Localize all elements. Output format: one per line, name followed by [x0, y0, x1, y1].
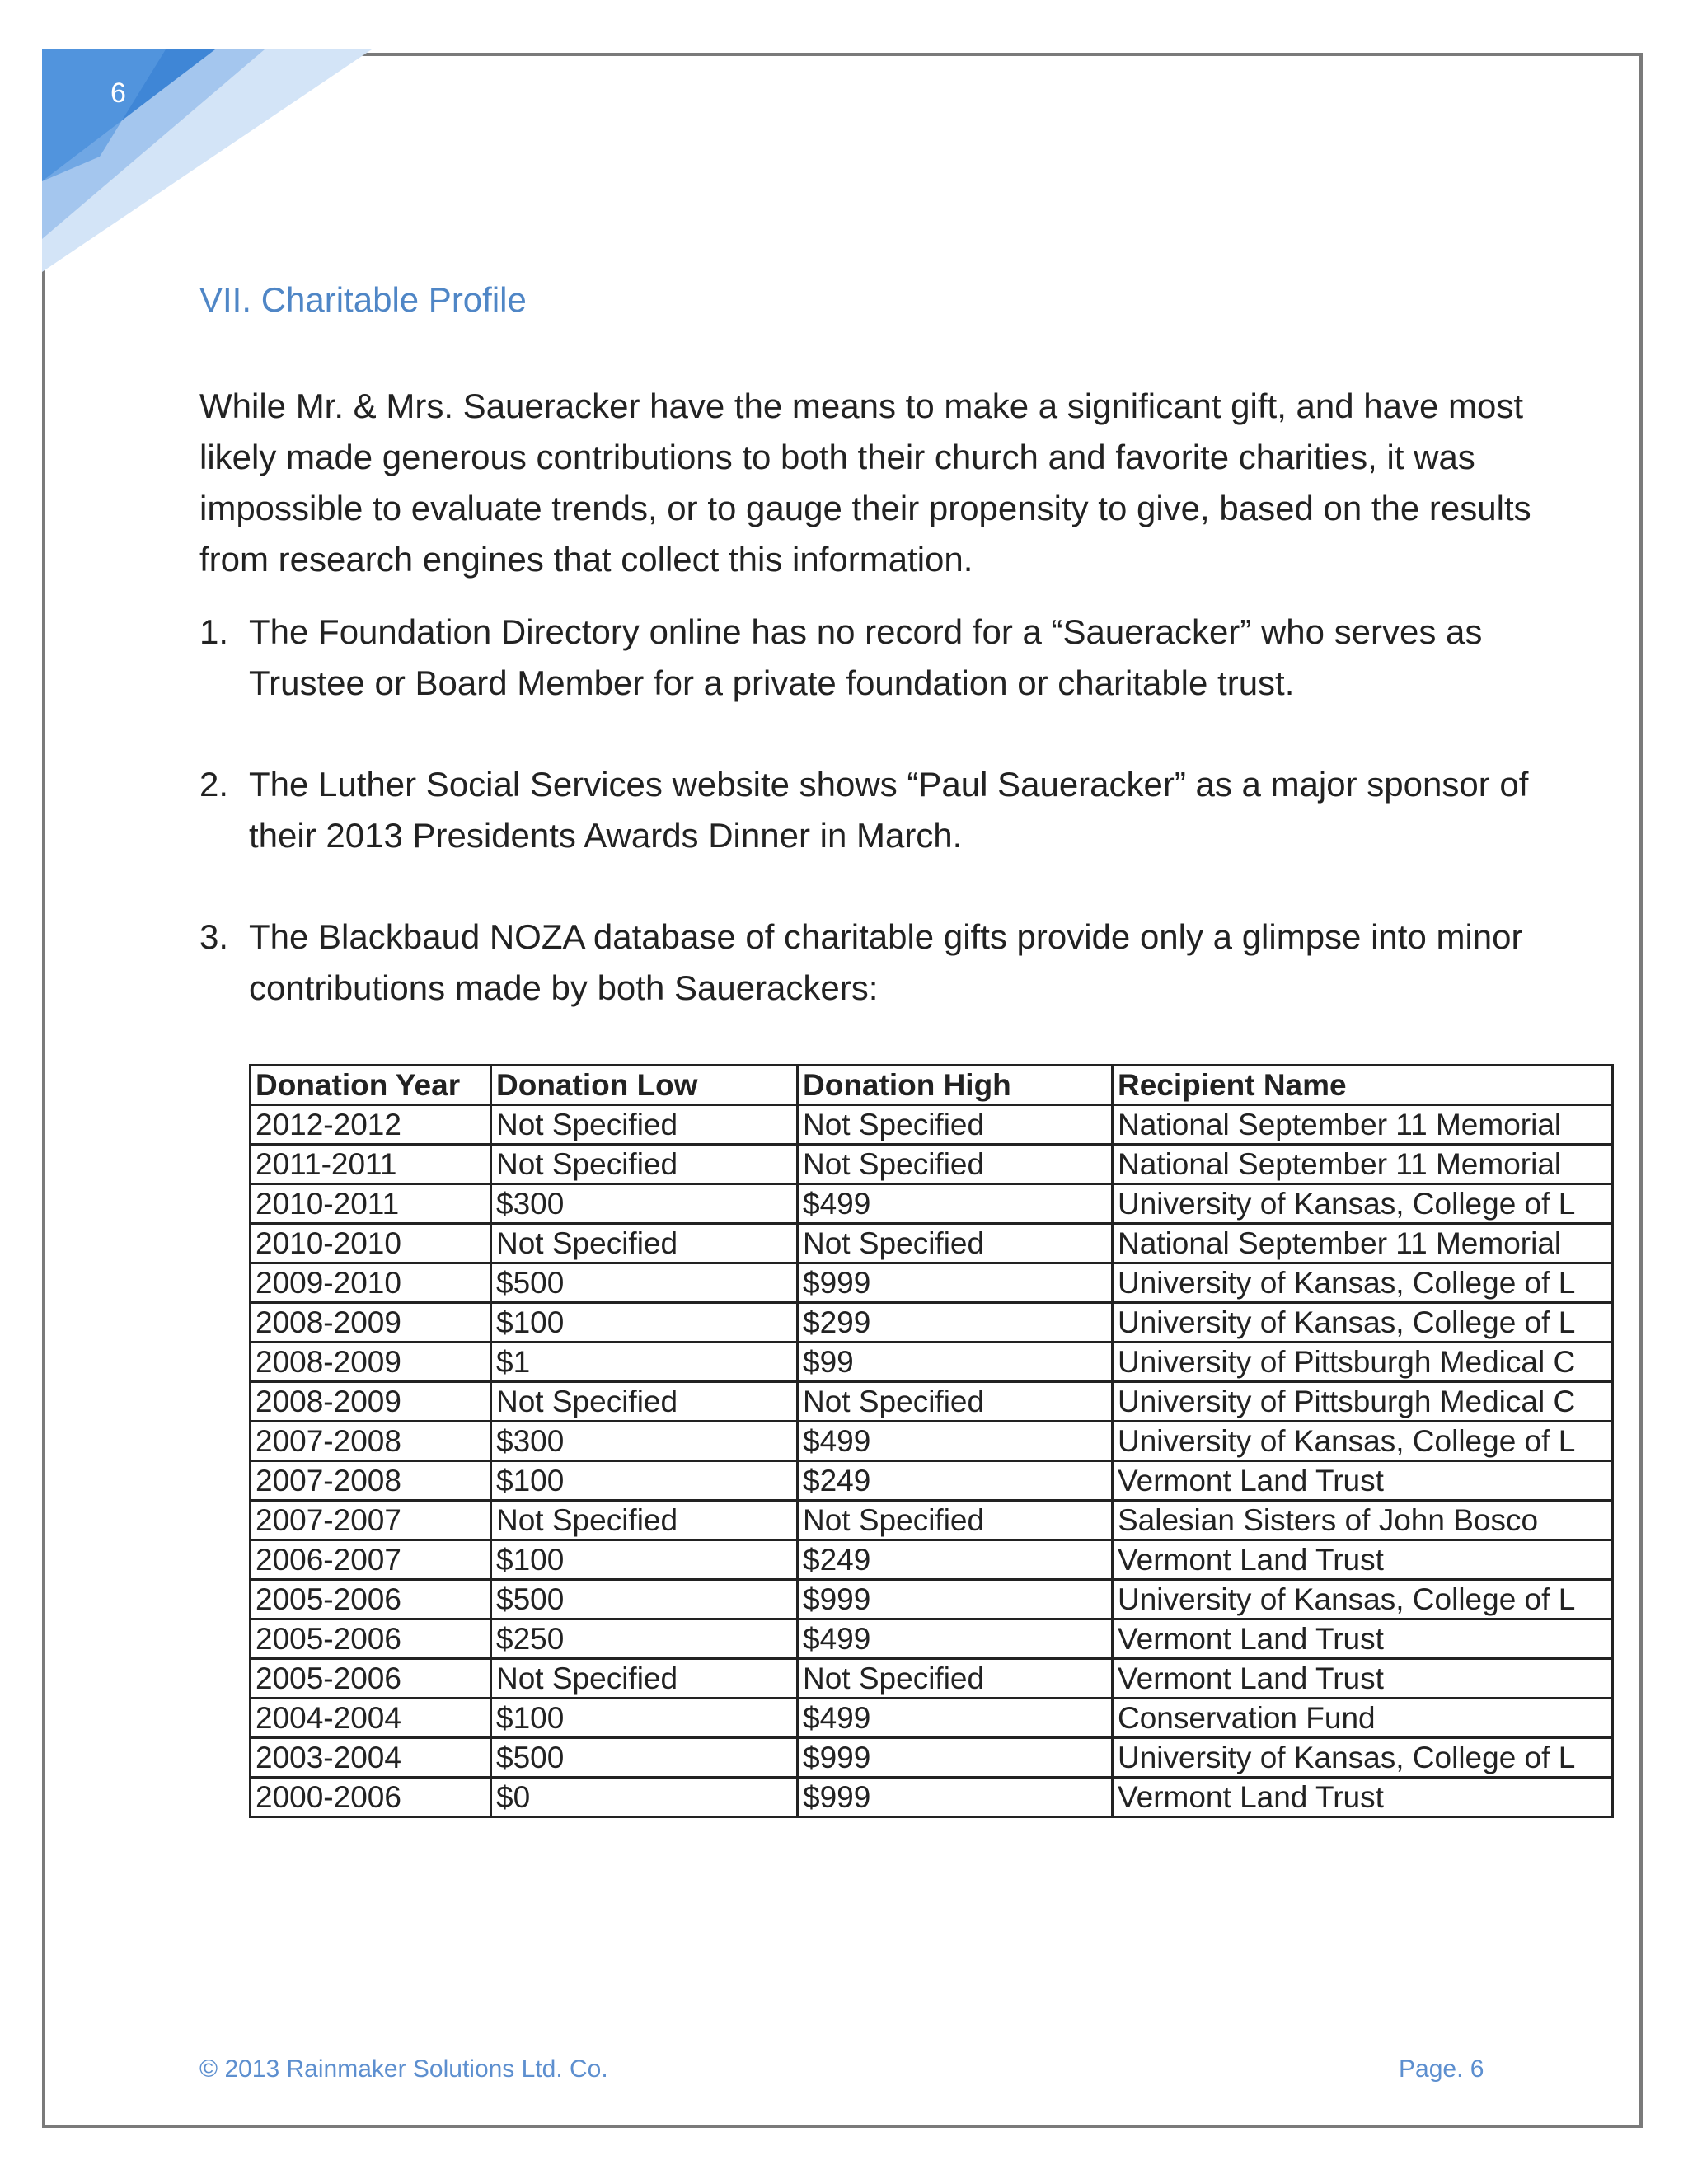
cell-recipient-name: University of Pittsburgh Medical C	[1113, 1343, 1613, 1382]
cell-donation-high: Not Specified	[798, 1382, 1113, 1422]
cell-recipient-name: University of Kansas, College of L	[1113, 1184, 1613, 1224]
cell-donation-low: $500	[491, 1580, 798, 1619]
cell-donation-year: 2008-2009	[251, 1303, 491, 1343]
table-row	[251, 1619, 1613, 1659]
table-row	[251, 1303, 1613, 1343]
cell-donation-low: Not Specified	[491, 1382, 798, 1422]
cell-donation-year: 2010-2010	[251, 1224, 491, 1263]
list-item-number: 2.	[199, 765, 229, 804]
cell-donation-high: $999	[798, 1738, 1113, 1778]
cell-donation-high: $499	[798, 1422, 1113, 1461]
cell-donation-year: 2010-2011	[251, 1184, 491, 1224]
cell-donation-high: $249	[798, 1461, 1113, 1501]
cell-donation-year: 2000-2006	[251, 1778, 491, 1817]
cell-donation-low: $100	[491, 1303, 798, 1343]
cell-donation-low: Not Specified	[491, 1224, 798, 1263]
table-header-row	[251, 1066, 1613, 1105]
cell-donation-year: 2006-2007	[251, 1540, 491, 1580]
cell-donation-low: Not Specified	[491, 1145, 798, 1184]
intro-paragraph: While Mr. & Mrs. Saueracker have the means to make a significant gift, and have most likely made generous contributions to both their church and favorite charities, it was impossible to evaluate trends, or to gauge their propensity to give, based on the results from research engines that collect this information.	[199, 387, 1531, 579]
cell-recipient-name: Vermont Land Trust	[1113, 1461, 1613, 1501]
table-row	[251, 1184, 1613, 1224]
list-item-number: 1.	[199, 612, 229, 651]
cell-recipient-name: National September 11 Memorial	[1113, 1224, 1613, 1263]
list-item-number: 3.	[199, 917, 229, 956]
table-row	[251, 1699, 1613, 1738]
cell-donation-high: $249	[798, 1540, 1113, 1580]
cell-donation-year: 2009-2010	[251, 1263, 491, 1303]
cell-donation-low: $1	[491, 1343, 798, 1382]
cell-donation-year: 2005-2006	[251, 1619, 491, 1659]
section-title: VII. Charitable Profile	[199, 280, 527, 319]
cell-donation-high: Not Specified	[798, 1105, 1113, 1145]
cell-donation-high: Not Specified	[798, 1224, 1113, 1263]
cell-donation-low: Not Specified	[491, 1105, 798, 1145]
cell-recipient-name: University of Kansas, College of L	[1113, 1303, 1613, 1343]
table-row	[251, 1659, 1613, 1699]
cell-donation-low: $250	[491, 1619, 798, 1659]
cell-donation-year: 2004-2004	[251, 1699, 491, 1738]
cell-recipient-name: Salesian Sisters of John Bosco	[1113, 1501, 1613, 1540]
cell-donation-high: $999	[798, 1263, 1113, 1303]
table-row	[251, 1263, 1613, 1303]
cell-donation-year: 2008-2009	[251, 1382, 491, 1422]
list-item-text: The Luther Social Services website shows “Paul Saueracker” as a major sponsor of their 2013 Presidents Awards Dinner in March.	[249, 765, 1529, 855]
cell-donation-low: $500	[491, 1738, 798, 1778]
cell-donation-high: Not Specified	[798, 1659, 1113, 1699]
table-row	[251, 1382, 1613, 1422]
cell-donation-low: $100	[491, 1461, 798, 1501]
table-row	[251, 1343, 1613, 1382]
table-row	[251, 1501, 1613, 1540]
cell-donation-high: $499	[798, 1619, 1113, 1659]
table-row	[251, 1580, 1613, 1619]
list-item	[199, 912, 1535, 1014]
cell-donation-year: 2007-2008	[251, 1461, 491, 1501]
list-item	[199, 607, 1535, 709]
table-row	[251, 1105, 1613, 1145]
cell-donation-year: 2003-2004	[251, 1738, 491, 1778]
cell-donation-low: $300	[491, 1184, 798, 1224]
cell-donation-high: $99	[798, 1343, 1113, 1382]
cell-recipient-name: Conservation Fund	[1113, 1699, 1613, 1738]
cell-donation-high: $999	[798, 1778, 1113, 1817]
cell-donation-high: $299	[798, 1303, 1113, 1343]
cell-recipient-name: National September 11 Memorial	[1113, 1105, 1613, 1145]
header-donation-low: Donation Low	[491, 1066, 798, 1105]
cell-recipient-name: University of Kansas, College of L	[1113, 1738, 1613, 1778]
table-row	[251, 1145, 1613, 1184]
list-item-text: The Foundation Directory online has no record for a “Saueracker” who serves as Trustee or Board Member for a private foundation or charitable trust.	[249, 612, 1483, 702]
cell-donation-year: 2012-2012	[251, 1105, 491, 1145]
cell-donation-low: $100	[491, 1699, 798, 1738]
page-number-top: 6	[110, 77, 126, 109]
cell-donation-high: $499	[798, 1699, 1113, 1738]
cell-recipient-name: University of Pittsburgh Medical C	[1113, 1382, 1613, 1422]
cell-recipient-name: Vermont Land Trust	[1113, 1659, 1613, 1699]
cell-recipient-name: Vermont Land Trust	[1113, 1540, 1613, 1580]
footer-page-label: Page. 6	[1399, 2055, 1484, 2083]
header-donation-year: Donation Year	[251, 1066, 491, 1105]
list-item-text: The Blackbaud NOZA database of charitable gifts provide only a glimpse into minor contributions made by both Saueracker​s:	[249, 917, 1523, 1007]
cell-donation-high: $999	[798, 1580, 1113, 1619]
header-recipient-name: Recipient Name	[1113, 1066, 1613, 1105]
table-row	[251, 1224, 1613, 1263]
cell-donation-year: 2007-2007	[251, 1501, 491, 1540]
cell-donation-year: 2005-2006	[251, 1580, 491, 1619]
cell-donation-year: 2007-2008	[251, 1422, 491, 1461]
cell-recipient-name: National September 11 Memorial	[1113, 1145, 1613, 1184]
cell-donation-low: $300	[491, 1422, 798, 1461]
cell-donation-year: 2008-2009	[251, 1343, 491, 1382]
table-row	[251, 1540, 1613, 1580]
cell-donation-year: 2005-2006	[251, 1659, 491, 1699]
table-row	[251, 1461, 1613, 1501]
cell-recipient-name: Vermont Land Trust	[1113, 1778, 1613, 1817]
cell-recipient-name: University of Kansas, College of L	[1113, 1422, 1613, 1461]
donations-table	[249, 1064, 1614, 1818]
table-body	[251, 1105, 1613, 1817]
footer-copyright: © 2013 Rainmaker Solutions Ltd. Co.	[199, 2055, 608, 2083]
table-row	[251, 1778, 1613, 1817]
cell-donation-high: Not Specified	[798, 1501, 1113, 1540]
cell-recipient-name: Vermont Land Trust	[1113, 1619, 1613, 1659]
corner-decoration	[42, 49, 388, 280]
cell-donation-low: $100	[491, 1540, 798, 1580]
table-row	[251, 1738, 1613, 1778]
header-donation-high: Donation High	[798, 1066, 1113, 1105]
cell-donation-low: $0	[491, 1778, 798, 1817]
cell-donation-year: 2011-2011	[251, 1145, 491, 1184]
cell-donation-low: $500	[491, 1263, 798, 1303]
cell-donation-low: Not Specified	[491, 1501, 798, 1540]
cell-recipient-name: University of Kansas, College of L	[1113, 1580, 1613, 1619]
cell-donation-low: Not Specified	[491, 1659, 798, 1699]
list-item	[199, 759, 1535, 861]
table-row	[251, 1422, 1613, 1461]
cell-donation-high: Not Specified	[798, 1145, 1113, 1184]
cell-recipient-name: University of Kansas, College of L	[1113, 1263, 1613, 1303]
cell-donation-high: $499	[798, 1184, 1113, 1224]
